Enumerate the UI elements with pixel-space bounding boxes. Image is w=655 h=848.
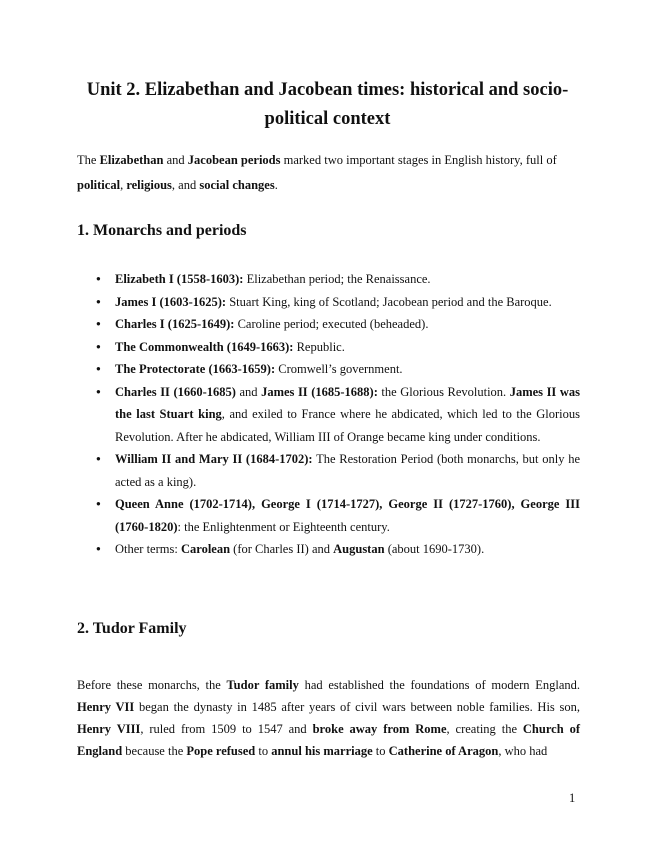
- monarchs-list: [77, 268, 580, 561]
- section-heading-tudor: 2. Tudor Family: [77, 620, 187, 637]
- tudor-paragraph: Before these monarchs, the Tudor family had established the foundations of modern England. Henry VII began the dynasty in 1485 after years of civil wars between noble families. His son, Henry VIII, ruled from 1509 to 1547 and broke away from Rome, creating the Church of England because the Pope refused to annul his marriage to Catherine of Aragon, who had: [77, 678, 581, 758]
- list-item: ● The Protectorate (1663-1659): Cromwell’s government.: [77, 358, 580, 381]
- section-heading-monarchs: 1. Monarchs and periods: [77, 222, 247, 239]
- page-title: Unit 2. Elizabethan and Jacobean times: historical and socio-political context: [86, 80, 569, 129]
- list-item: ● Other terms: Carolean (for Charles II) and Augustan (about 1690-1730).: [77, 538, 580, 561]
- page-number: 1: [569, 791, 576, 805]
- list-item: ● The Commonwealth (1649-1663): Republic.: [77, 336, 580, 359]
- list-item: ● Charles I (1625-1649): Caroline period; executed (beheaded).: [77, 313, 580, 336]
- list-item: ● William II and Mary II (1684-1702): The Restoration Period (both monarchs, but only he acted as a king).: [77, 448, 580, 493]
- list-item: ● Queen Anne (1702-1714), George I (1714-1727), George II (1727-1760), George III (1760-1820): the Enlightenment or Eighteenth century.: [77, 493, 580, 538]
- intro-paragraph: The Elizabethan and Jacobean periods marked two important stages in English history, full of political, religious, and social changes.: [77, 153, 557, 192]
- list-item: ● James I (1603-1625): Stuart King, king of Scotland; Jacobean period and the Baroque.: [77, 291, 580, 314]
- list-item: ● Charles II (1660-1685) and James II (1685-1688): the Glorious Revolution. James II was the last Stuart king, and exiled to France where he abdicated, which led to the Glorious Revolution. After he abdicated, William III of Orange became king under conditions.: [77, 381, 580, 449]
- list-item: ● Elizabeth I (1558-1603): Elizabethan period; the Renaissance.: [77, 268, 580, 291]
